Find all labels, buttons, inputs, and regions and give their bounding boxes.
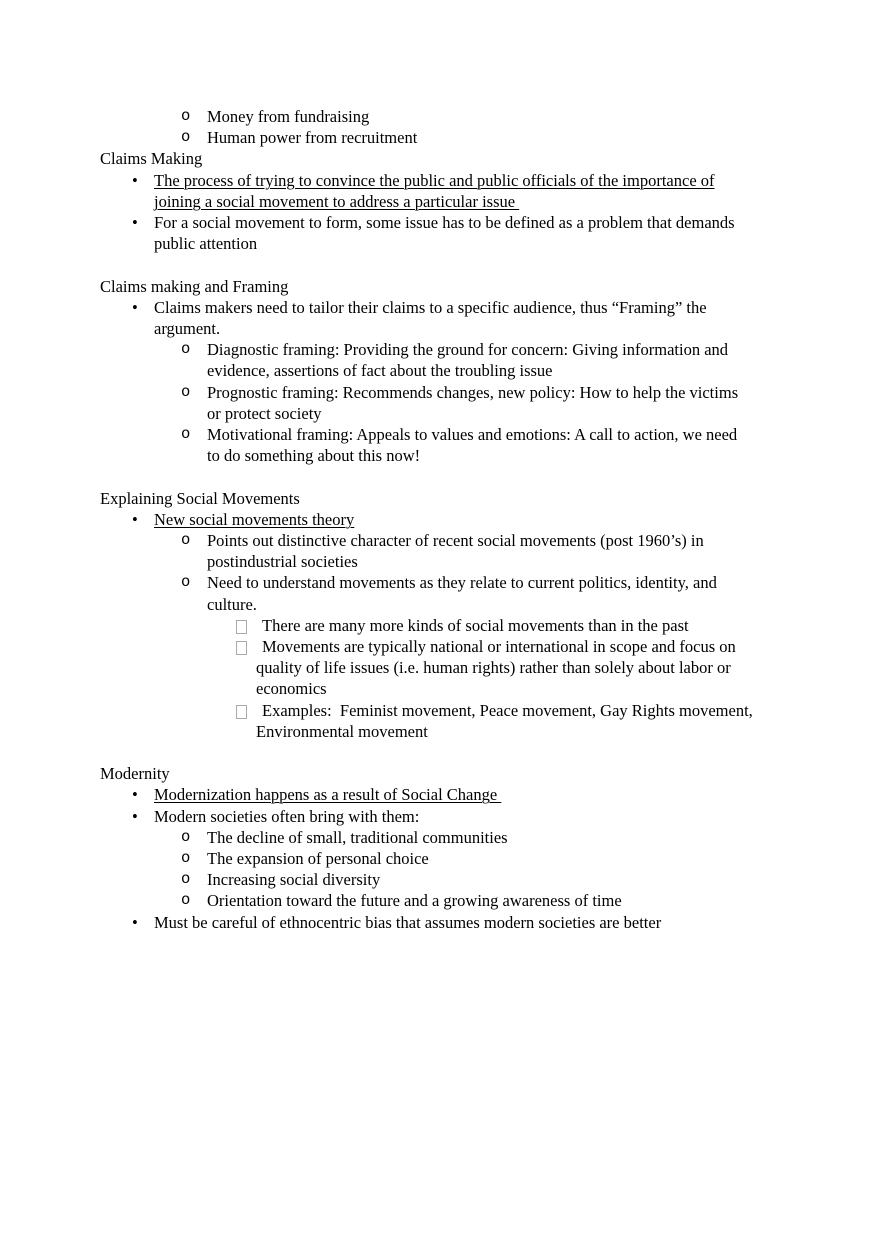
list-item-l2: [100, 530, 784, 551]
dot-bullet-icon: •: [132, 170, 138, 190]
text-line: Modernization happens as a result of Social Change: [154, 785, 502, 805]
dot-bullet-icon: •: [132, 806, 138, 826]
list-item-continuation: [100, 551, 784, 572]
text-line: Diagnostic framing: Providing the ground for concern: Giving information and: [207, 340, 729, 360]
dot-bullet-icon: •: [132, 785, 138, 805]
o-bullet-icon: o: [181, 573, 191, 592]
text-line: There are many more kinds of social movements than in the past: [262, 615, 689, 635]
list-item-l2: [100, 848, 784, 869]
text-line: culture.: [207, 594, 257, 614]
list-item-continuation: [100, 445, 784, 466]
text-line: Money from fundraising: [207, 107, 370, 126]
text-line: Need to understand movements as they relate to current politics, identity, and: [207, 573, 717, 593]
text-line: Claims makers need to tailor their claims to a specific audience, thus “Framing” the: [154, 297, 707, 317]
list-item-continuation: [100, 721, 784, 742]
list-item-l2: [100, 572, 784, 593]
text-line: Examples: Feminist movement, Peace movement, Gay Rights movement,: [262, 700, 753, 720]
text-line: joining a social movement to address a particular issue: [154, 191, 520, 211]
text-line: The expansion of personal choice: [207, 849, 429, 869]
text-line: Increasing social diversity: [207, 870, 381, 890]
list-item-continuation: [100, 403, 784, 424]
o-bullet-icon: o: [181, 891, 191, 910]
list-item-l2: [100, 890, 784, 911]
dot-bullet-icon: •: [132, 297, 138, 317]
missing-glyph-bullet-icon: [236, 705, 247, 719]
list-item-l1: [100, 912, 784, 933]
list-item-l2: [100, 127, 784, 148]
text-line: Movements are typically national or international in scope and focus on: [262, 637, 736, 657]
list-item-l1: [100, 509, 784, 530]
list-item-continuation: [100, 594, 784, 615]
o-bullet-icon: o: [181, 128, 191, 147]
section-heading: [100, 148, 784, 169]
list-item-l1: [100, 170, 784, 191]
section-heading: [100, 763, 784, 784]
dot-bullet-icon: •: [132, 213, 138, 233]
list-item-continuation: [100, 678, 784, 699]
heading-text: Modernity: [100, 764, 170, 784]
list-item-l2: [100, 424, 784, 445]
missing-glyph-bullet-icon: [236, 641, 247, 655]
list-item-l2: [100, 827, 784, 848]
heading-text: Claims making and Framing: [100, 276, 289, 296]
text-line: postindustrial societies: [207, 552, 358, 572]
list-item-l3: [100, 636, 784, 657]
list-item-l2: [100, 869, 784, 890]
text-line: Environmental movement: [256, 721, 428, 741]
o-bullet-icon: o: [181, 425, 191, 444]
section-heading: [100, 276, 784, 297]
list-item-l1: [100, 212, 784, 233]
list-item-continuation: [100, 191, 784, 212]
list-item-l2: [100, 339, 784, 360]
text-line: Points out distinctive character of recent social movements (post 1960’s) in: [207, 531, 704, 551]
text-line: Orientation toward the future and a growing awareness of time: [207, 891, 622, 911]
section-explaining-social-movements: [100, 488, 784, 742]
o-bullet-icon: o: [181, 849, 191, 868]
text-line: The process of trying to convince the public and public officials of the importance of: [154, 170, 715, 190]
text-line: Must be careful of ethnocentric bias that assumes modern societies are better: [154, 912, 662, 932]
text-line: Prognostic framing: Recommends changes, new policy: How to help the victims: [207, 382, 739, 402]
blank-line: [100, 254, 784, 275]
section-resources: [100, 106, 784, 148]
section-modernity: [100, 763, 784, 933]
list-item-l2: [100, 382, 784, 403]
section-claims-making-and-framing: [100, 276, 784, 467]
text-line: evidence, assertions of fact about the troubling issue: [207, 361, 553, 381]
text-line: For a social movement to form, some issue has to be defined as a problem that demands: [154, 213, 735, 233]
text-line: Human power from recruitment: [207, 128, 418, 148]
text-line: quality of life issues (i.e. human rights) rather than solely about labor or: [256, 658, 731, 678]
heading-text: Explaining Social Movements: [100, 488, 300, 508]
blank-line: [100, 466, 784, 487]
o-bullet-icon: o: [181, 531, 191, 550]
o-bullet-icon: o: [181, 107, 191, 125]
text-line: Modern societies often bring with them:: [154, 806, 420, 826]
section-claims-making: [100, 148, 784, 254]
list-item-l3: [100, 615, 784, 636]
o-bullet-icon: o: [181, 870, 191, 889]
list-item-continuation: [100, 233, 784, 254]
text-line: to do something about this now!: [207, 446, 421, 466]
o-bullet-icon: o: [181, 827, 191, 846]
dot-bullet-icon: •: [132, 912, 138, 932]
text-line: argument.: [154, 319, 221, 339]
list-item-l1: [100, 806, 784, 827]
list-item-continuation: [100, 657, 784, 678]
list-item-l1: [100, 297, 784, 318]
list-item-continuation: [100, 318, 784, 339]
o-bullet-icon: o: [181, 340, 191, 359]
blank-line: [100, 742, 784, 763]
text-line: public attention: [154, 234, 258, 254]
o-bullet-icon: o: [181, 382, 191, 401]
heading-text: Claims Making: [100, 149, 203, 169]
list-item-continuation: [100, 360, 784, 381]
dot-bullet-icon: •: [132, 509, 138, 529]
missing-glyph-bullet-icon: [236, 620, 247, 634]
list-item-l2: [100, 106, 784, 127]
text-line: Motivational framing: Appeals to values and emotions: A call to action, we need: [207, 425, 738, 445]
text-line: The decline of small, traditional communities: [207, 827, 508, 847]
list-item-l1: [100, 784, 784, 805]
text-line: economics: [256, 679, 327, 699]
text-line: New social movements theory: [154, 509, 355, 529]
text-line: or protect society: [207, 403, 322, 423]
section-heading: [100, 488, 784, 509]
list-item-l3: [100, 700, 784, 721]
